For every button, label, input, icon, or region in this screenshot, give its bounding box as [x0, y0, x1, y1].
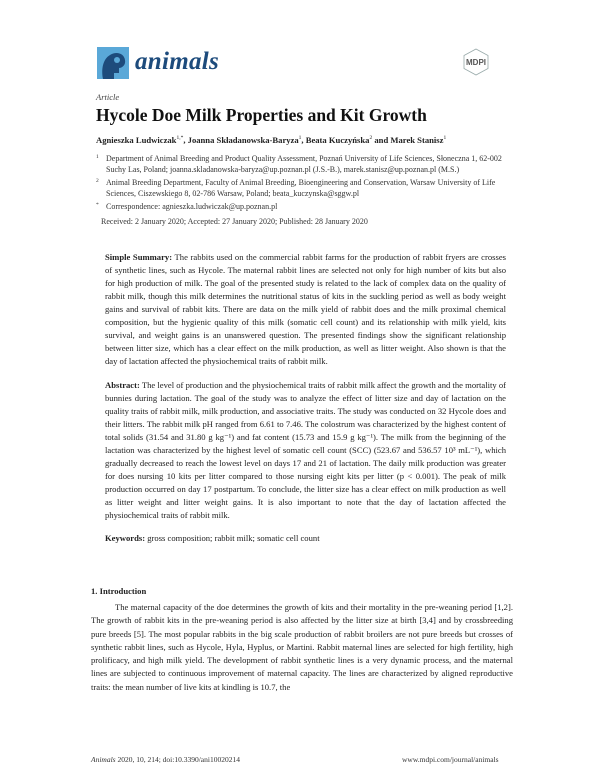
introduction-paragraph: The maternal capacity of the doe determines the growth of kits and their mortality in the pre-weaning period [1,2]. The growth of rabbit kits in the pre-weaning period is also affected by the litter size at birth [3,4] and by crossbreeding pure breeds [5]. The most popular rabbits in the big scale production of rabbit broilers are not pure breeds but crosses of synthetic rabbit lines, such as Hycole, Hyla, Hyplus, or Martini. Rabbit maternal lines are selected for high fertility, high prolificacy, and high milk yield. The development of rabbit synthetic lines is a very dynamic process, and the maternal lines are subjected to continuous improvement of maternal capacity. The lines are characterized by aligned reproductive traits: the mean number of live kits at kindling is 10.7, the	[91, 602, 513, 692]
author-list	[96, 134, 600, 146]
footer-citation	[91, 755, 240, 764]
author-sup: 1	[443, 135, 447, 142]
author: Joanna Składanowska-Baryza	[187, 135, 299, 145]
article-type: Article	[96, 92, 120, 102]
publication-dates: Received: 2 January 2020; Accepted: 27 January 2020; Published: 28 January 2020	[101, 217, 368, 226]
author-sep: ,	[301, 135, 306, 145]
affiliation-text: Department of Animal Breeding and Product Quality Assessment, Poznań University of Life Sciences, Słoneczna 1, 62-002 Suchy Las, Poland; joanna.skladanowska-baryza@up.poznan.pl (J.S.-B.), marek.stanisz@up.poznan.pl (M.S.)	[106, 154, 502, 174]
section-heading: 1. Introduction	[91, 586, 147, 596]
author-sup: 2	[369, 135, 373, 142]
affiliation-number: 1	[96, 154, 99, 160]
journal-name: animals	[135, 48, 220, 75]
correspondence-text: Correspondence: agnieszka.ludwiczak@up.poznan.pl	[106, 202, 278, 211]
keywords-label: Keywords:	[105, 533, 146, 543]
keywords	[105, 532, 506, 545]
abstract-label: Abstract:	[105, 380, 140, 390]
author-sup: 1,*	[176, 135, 184, 142]
affiliation	[96, 153, 516, 175]
simple-summary-label: Simple Summary:	[105, 252, 173, 262]
journal-logo-icon	[97, 47, 129, 79]
simple-summary	[105, 251, 506, 368]
affiliation	[96, 177, 516, 199]
footer-journal: Animals	[91, 755, 116, 764]
author-sup: 1	[298, 135, 302, 142]
footer-doi[interactable]: 2020, 10, 214; doi:10.3390/ani10020214	[115, 755, 240, 764]
author: Agnieszka Ludwiczak	[96, 135, 177, 145]
paper-title: Hycole Doe Milk Properties and Kit Growth	[96, 105, 427, 125]
affiliation-text: Animal Breeding Department, Faculty of Animal Breeding, Bioengineering and Conservation, Warsaw University of Life Sciences, Ciszewskiego 8, 02-786 Warsaw, Poland; beata_kuczynska@sggw.pl	[106, 178, 496, 198]
article-body	[0, 92, 600, 694]
affiliation-number: 2	[96, 178, 99, 184]
abstract	[105, 379, 506, 522]
author: Marek Stanisz	[390, 135, 444, 145]
simple-summary-text: The rabbits used on the commercial rabbit farms for the production of rabbit fryers are crosses of synthetic lines, such as Hycole. The maternal rabbit lines are selected not only for high number of kits but also for high production of milk. The goal of the presented study is related to the lack of complex data on the quality of rabbit milk, though this milk determines the nutritional status of kits in the suckling period as well as body weight gains and survival of rabbit kits. There are data on the milk yield of rabbit does and the milk proximal chemical composition, but the hygienic quality of this milk (somatic cell count) and its relationship with milk yield, kits survival, and weight gains is an unanswered question. The presented findings show the significant relationship between litter size, which has a clear effect on the milk production, as well as litter weight. Also shown is that the day of lactation affected the physiochemical traits of rabbit milk.	[105, 252, 506, 366]
author: Beata Kuczyńska	[305, 135, 370, 145]
abstract-text: The level of production and the physiochemical traits of rabbit milk affect the growth and the mortality of bunnies during lactation. The goal of the study was to analyze the effect of litter size and day of lactation on the quality traits of rabbit milk, milk production, and associative traits. The study was conducted on 32 Hycole does and their litters. The rabbit milk pH ranged from 6.61 to 7.46. The colostrum was characterized by the highest content of total solids (31.54 and 31.80 g kg⁻¹) and fat content (15.73 and 15.9 g kg⁻¹). The milk from the beginning of the lactation was characterized by the highest level of somatic cell count (SCC) (523.67 and 536.57 10³ mL⁻¹), which gradually decreased to reach the lowest level on days 17 and 21 of lactation. The daily milk production was greater for does nursing 10 kits per litter compared to those nursing eight kits per litter (p < 0.001). The peak of milk production occurred on day 17 postpartum. To conclude, the litter size has a clear effect on milk production as well as litter weight and litter weight gains. It is also important to note that the day of lactation affected the physiochemical traits of rabbit milk.	[105, 380, 506, 520]
author-sep: ,	[183, 135, 188, 145]
author-sep: and	[372, 135, 391, 145]
svg-text:MDPI: MDPI	[466, 58, 486, 67]
footer-url[interactable]: www.mdpi.com/journal/animals	[402, 755, 499, 764]
affiliation-list	[96, 153, 516, 212]
keywords-text: gross composition; rabbit milk; somatic cell count	[145, 533, 320, 543]
mdpi-logo-icon	[462, 48, 490, 76]
affiliation-number: *	[96, 202, 99, 208]
correspondence	[96, 201, 516, 212]
